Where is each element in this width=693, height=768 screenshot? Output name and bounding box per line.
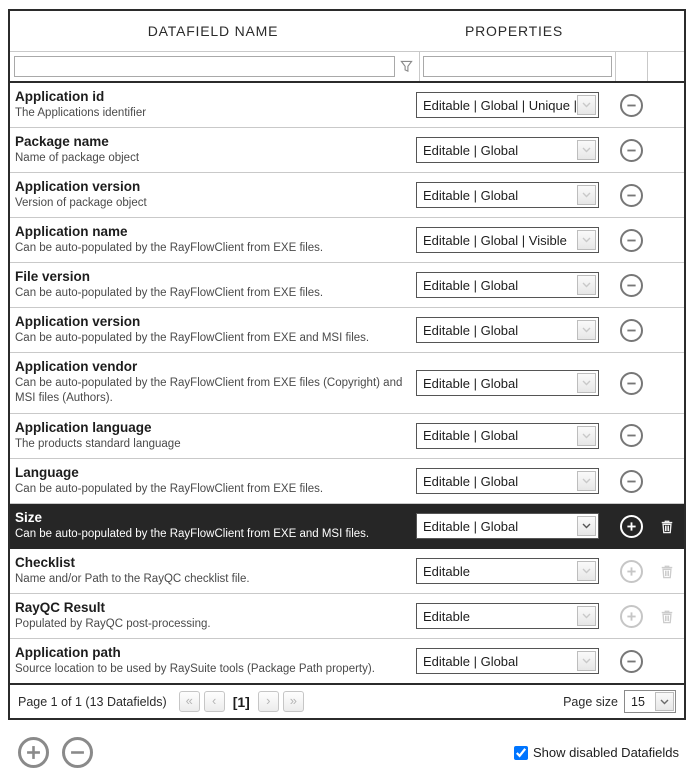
properties-select[interactable]	[416, 137, 599, 163]
disable-datafield-button[interactable]	[620, 94, 643, 117]
datafield-name: RayQC Result	[15, 600, 106, 616]
remove-datafield-button[interactable]	[62, 737, 93, 768]
table-row[interactable]	[10, 83, 684, 128]
datafield-description: Can be auto-populated by the RayFlowClient from EXE files.	[15, 286, 324, 299]
properties-select-value: Editable | Global	[423, 375, 519, 391]
properties-select-value: Editable | Global	[423, 322, 519, 338]
datafield-name-cell	[10, 414, 416, 458]
row-toggle-cell	[612, 605, 650, 628]
properties-select[interactable]	[416, 513, 599, 539]
datafield-description: Version of package object	[15, 196, 147, 209]
properties-select-value: Editable | Global	[423, 518, 519, 534]
properties-select[interactable]	[416, 317, 599, 343]
row-toggle-cell	[612, 372, 650, 395]
row-delete-cell	[650, 519, 684, 534]
properties-select[interactable]	[416, 603, 599, 629]
datafield-name: Application version	[15, 179, 141, 195]
table-row[interactable]	[10, 128, 684, 173]
datafield-name-cell	[10, 459, 416, 503]
enable-datafield-button[interactable]	[620, 560, 643, 583]
row-toggle-cell	[612, 229, 650, 252]
chevron-down-icon[interactable]	[577, 230, 596, 250]
bottom-controls	[18, 737, 679, 768]
datafield-description: The products standard language	[15, 437, 181, 450]
table-row[interactable]	[10, 639, 684, 685]
name-filter-input[interactable]	[14, 56, 395, 77]
table-row[interactable]	[10, 218, 684, 263]
datafield-description: Can be auto-populated by the RayFlowClient from EXE files.	[15, 241, 324, 254]
datafield-description: Can be auto-populated by the RayFlowClient from EXE files (Copyright) and MSI files (Authors).	[15, 376, 403, 405]
properties-select[interactable]	[416, 227, 599, 253]
add-datafield-button[interactable]	[18, 737, 49, 768]
datafield-name: Application vendor	[15, 359, 138, 375]
datafield-properties-cell	[416, 317, 612, 343]
chevron-down-icon[interactable]	[577, 561, 596, 581]
first-page-button[interactable]: «	[179, 691, 200, 712]
datafield-properties-cell	[416, 92, 612, 118]
page-size-label: Page size	[563, 694, 618, 709]
properties-select-value: Editable | Global	[423, 428, 519, 444]
properties-select-value: Editable | Global | Visible	[423, 232, 567, 248]
filter-spacer-cell	[648, 52, 684, 81]
table-row[interactable]	[10, 504, 684, 549]
column-header-datafield-name: DATAFIELD NAME	[147, 23, 279, 39]
chevron-down-icon[interactable]	[577, 426, 596, 446]
table-header	[10, 11, 684, 52]
enable-datafield-button[interactable]	[620, 605, 643, 628]
enable-datafield-button[interactable]	[620, 515, 643, 538]
properties-filter-input[interactable]	[423, 56, 612, 77]
datafield-properties-cell	[416, 370, 612, 396]
row-toggle-cell	[612, 470, 650, 493]
chevron-down-icon[interactable]	[655, 692, 674, 711]
datafield-name-cell	[10, 128, 416, 172]
datafield-properties-cell	[416, 468, 612, 494]
datafield-name-cell	[10, 83, 416, 127]
chevron-down-icon[interactable]	[577, 606, 596, 626]
datafield-name-cell	[10, 353, 416, 413]
table-row[interactable]	[10, 594, 684, 639]
chevron-down-icon[interactable]	[577, 516, 596, 536]
properties-select-value: Editable	[423, 563, 470, 579]
chevron-down-icon[interactable]	[577, 95, 596, 115]
table-row[interactable]	[10, 459, 684, 504]
datafield-properties-cell	[416, 558, 612, 584]
row-toggle-cell	[612, 94, 650, 117]
row-delete-cell	[650, 609, 684, 624]
chevron-down-icon[interactable]	[577, 185, 596, 205]
row-delete-cell	[650, 564, 684, 579]
filter-row	[10, 52, 684, 83]
row-toggle-cell	[612, 560, 650, 583]
properties-select-value: Editable | Global	[423, 277, 519, 293]
page-size-value: 15	[631, 694, 645, 709]
disable-datafield-button[interactable]	[620, 424, 643, 447]
column-header-properties: PROPERTIES	[465, 23, 563, 39]
row-toggle-cell	[612, 650, 650, 673]
table-rows	[10, 83, 684, 685]
properties-select-value: Editable | Global | Unique |	[423, 97, 577, 113]
datafield-name: Application language	[15, 419, 152, 435]
table-row[interactable]	[10, 414, 684, 459]
pager-summary: Page 1 of 1 (13 Datafields)	[18, 694, 167, 709]
next-page-button[interactable]: ›	[258, 691, 279, 712]
name-filter-cell	[10, 52, 420, 81]
properties-select-value: Editable | Global	[423, 142, 519, 158]
datafield-name: Checklist	[15, 555, 76, 571]
datafield-properties-cell	[416, 182, 612, 208]
chevron-down-icon[interactable]	[577, 471, 596, 491]
properties-filter-cell	[420, 52, 616, 81]
prev-page-button[interactable]: ‹	[204, 691, 225, 712]
datafield-name: Package name	[15, 134, 109, 150]
table-row[interactable]	[10, 173, 684, 218]
show-disabled-checkbox[interactable]	[514, 746, 528, 760]
datafield-properties-cell	[416, 603, 612, 629]
properties-select[interactable]	[416, 182, 599, 208]
disable-datafield-button[interactable]	[620, 184, 643, 207]
table-row[interactable]	[10, 263, 684, 308]
filter-spacer-cell	[616, 52, 648, 81]
disable-datafield-button[interactable]	[620, 650, 643, 673]
trash-icon[interactable]	[660, 519, 674, 534]
datafield-description: Name and/or Path to the RayQC checklist file.	[15, 572, 250, 585]
row-toggle-cell	[612, 515, 650, 538]
properties-select[interactable]	[416, 558, 599, 584]
datafield-name-cell	[10, 639, 416, 683]
pager-left	[18, 691, 304, 712]
datafield-name: Application version	[15, 314, 141, 330]
table-row[interactable]	[10, 353, 684, 414]
disable-datafield-button[interactable]	[620, 470, 643, 493]
row-toggle-cell	[612, 184, 650, 207]
datafield-name-cell	[10, 173, 416, 217]
trash-icon[interactable]	[660, 609, 674, 624]
row-toggle-cell	[612, 274, 650, 297]
datafield-name-cell	[10, 218, 416, 262]
datafield-name-cell	[10, 504, 416, 548]
datafield-name: Size	[15, 510, 43, 526]
datafield-description: Name of package object	[15, 151, 140, 164]
datafield-name-cell	[10, 263, 416, 307]
datafield-name: Application name	[15, 224, 128, 240]
row-toggle-cell	[612, 424, 650, 447]
datafield-description: The Applications identifier	[15, 106, 147, 119]
disable-datafield-button[interactable]	[620, 139, 643, 162]
funnel-icon[interactable]	[395, 60, 417, 73]
pager-right	[563, 690, 676, 713]
chevron-down-icon[interactable]	[577, 140, 596, 160]
datafield-properties-cell	[416, 648, 612, 674]
datafield-name: File version	[15, 269, 91, 285]
chevron-down-icon[interactable]	[577, 651, 596, 671]
datafield-description: Can be auto-populated by the RayFlowClient from EXE and MSI files.	[15, 527, 370, 540]
properties-select[interactable]	[416, 272, 599, 298]
table-row[interactable]	[10, 549, 684, 594]
properties-select[interactable]	[416, 468, 599, 494]
chevron-down-icon[interactable]	[577, 373, 596, 393]
datafield-properties-cell	[416, 272, 612, 298]
datafield-description: Can be auto-populated by the RayFlowClient from EXE and MSI files.	[15, 331, 370, 344]
properties-select[interactable]	[416, 92, 599, 118]
current-page-indicator: [1]	[232, 693, 250, 710]
disable-datafield-button[interactable]	[620, 319, 643, 342]
pager	[10, 685, 684, 718]
last-page-button[interactable]: »	[283, 691, 304, 712]
chevron-down-icon[interactable]	[577, 320, 596, 340]
properties-select[interactable]	[416, 423, 599, 449]
datafield-name: Application path	[15, 645, 121, 661]
datafield-description: Can be auto-populated by the RayFlowClient from EXE files.	[15, 482, 324, 495]
properties-select-value: Editable | Global	[423, 473, 519, 489]
datafield-name-cell	[10, 594, 416, 638]
page-size-select[interactable]	[624, 690, 676, 713]
datafield-name-cell	[10, 308, 416, 352]
table-row[interactable]	[10, 308, 684, 353]
datafield-properties-cell	[416, 137, 612, 163]
properties-select-value: Editable	[423, 608, 470, 624]
row-toggle-cell	[612, 139, 650, 162]
disable-datafield-button[interactable]	[620, 372, 643, 395]
disable-datafield-button[interactable]	[620, 274, 643, 297]
datafield-description: Source location to be used by RaySuite tools (Package Path property).	[15, 662, 375, 675]
datafield-name: Language	[15, 465, 79, 481]
datafield-name-cell	[10, 549, 416, 593]
show-disabled-label: Show disabled Datafields	[533, 745, 679, 761]
datafields-table	[8, 9, 686, 720]
row-toggle-cell	[612, 319, 650, 342]
show-disabled-toggle[interactable]	[514, 745, 679, 760]
chevron-down-icon[interactable]	[577, 275, 596, 295]
datafield-properties-cell	[416, 227, 612, 253]
properties-select[interactable]	[416, 370, 599, 396]
datafield-properties-cell	[416, 513, 612, 539]
properties-select-value: Editable | Global	[423, 653, 519, 669]
properties-select[interactable]	[416, 648, 599, 674]
datafield-properties-cell	[416, 423, 612, 449]
datafield-name: Application id	[15, 89, 105, 104]
trash-icon[interactable]	[660, 564, 674, 579]
datafield-description: Populated by RayQC post-processing.	[15, 617, 211, 630]
disable-datafield-button[interactable]	[620, 229, 643, 252]
properties-select-value: Editable | Global	[423, 187, 519, 203]
